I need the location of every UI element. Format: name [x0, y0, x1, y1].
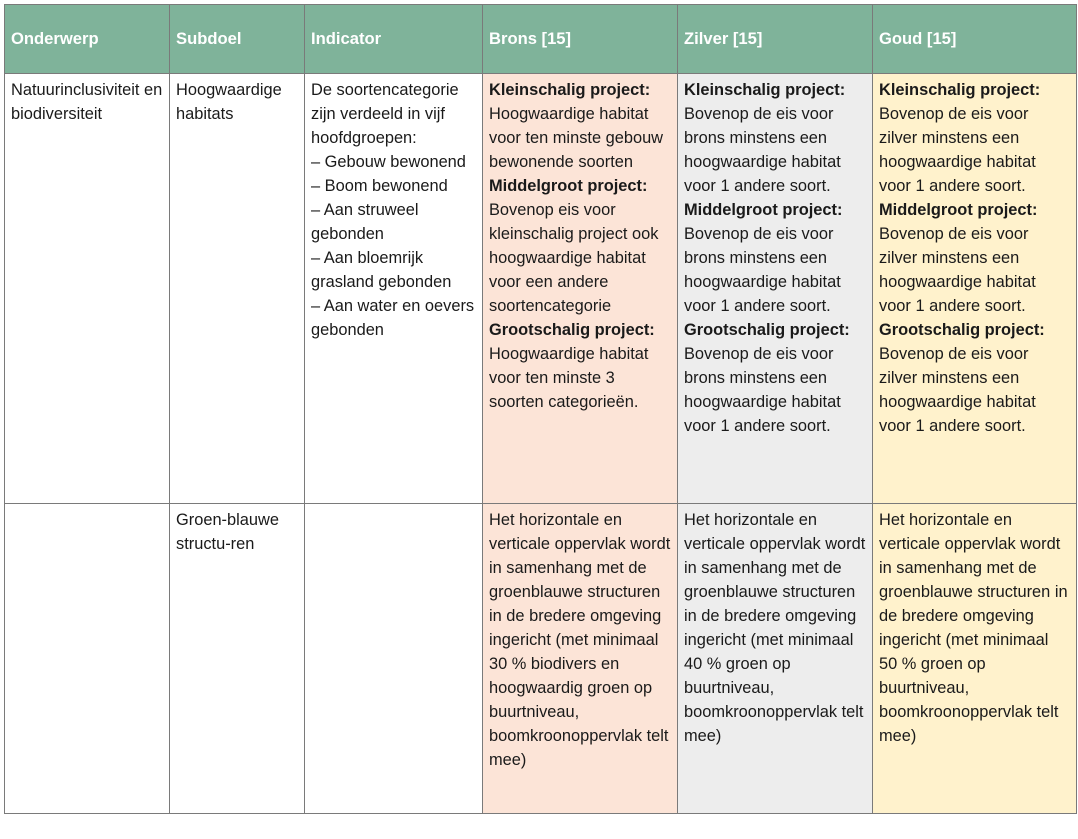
header-brons: Brons [15] [483, 5, 678, 74]
cell-zilver [678, 74, 873, 504]
cell-goud: Het horizontale en verticale oppervlak wordt in samenhang met de groenblauwe structuren in de bredere omgeving ingericht (met minimaal 50 % groen op buurtniveau, boomkroonoppervlak telt mee) [873, 504, 1077, 814]
large-project-label: Grootschalig project: [684, 321, 850, 339]
small-project-label: Kleinschalig project: [684, 81, 846, 99]
cell-subdoel: Hoogwaardige habitats [170, 74, 305, 504]
large-project-text: Bovenop de eis voor brons minstens een hoogwaardige habitat voor 1 andere soort. [684, 345, 841, 435]
medium-project-label: Middelgroot project: [684, 201, 843, 219]
cell-zilver: Het horizontale en verticale oppervlak wordt in samenhang met de groenblauwe structuren in de bredere omgeving ingericht (met minimaal 40 % groen op buurtniveau, boomkroonoppervlak telt mee) [678, 504, 873, 814]
large-project-text: Bovenop de eis voor zilver minstens een hoogwaardige habitat voor 1 andere soort. [879, 345, 1036, 435]
cell-goud [873, 74, 1077, 504]
cell-brons: Het horizontale en verticale oppervlak wordt in samenhang met de groenblauwe structuren in de bredere omgeving ingericht (met minimaal 30 % biodivers en hoogwaardig groen op buurtniveau, boomkroonoppervlak telt mee) [483, 504, 678, 814]
header-subdoel: Subdoel [170, 5, 305, 74]
cell-subdoel: Groen-blauwe structu-ren [170, 504, 305, 814]
criteria-table [4, 4, 1077, 814]
header-row [5, 5, 1077, 74]
indicator-item: – Gebouw bewonend [311, 153, 466, 171]
medium-project-text: Bovenop eis voor kleinschalig project ook hoogwaardige habitat voor een andere soortencategorie [489, 201, 659, 315]
medium-project-text: Bovenop de eis voor brons minstens een hoogwaardige habitat voor 1 andere soort. [684, 225, 841, 315]
large-project-label: Grootschalig project: [879, 321, 1045, 339]
medium-project-label: Middelgroot project: [879, 201, 1038, 219]
cell-indicator [305, 74, 483, 504]
table-row [5, 504, 1077, 814]
cell-indicator [305, 504, 483, 814]
indicator-item: – Aan bloemrijk grasland gebonden [311, 249, 452, 291]
cell-onderwerp: Natuurinclusiviteit en biodiversiteit [5, 74, 170, 504]
header-onderwerp: Onderwerp [5, 5, 170, 74]
table-row [5, 74, 1077, 504]
large-project-text: Hoogwaardige habitat voor ten minste 3 soorten categorieën. [489, 345, 649, 411]
header-zilver: Zilver [15] [678, 5, 873, 74]
indicator-intro: De soortencategorie zijn verdeeld in vijf hoofdgroepen: [311, 81, 459, 147]
large-project-label: Grootschalig project: [489, 321, 655, 339]
indicator-item: – Aan water en oevers gebonden [311, 297, 475, 339]
small-project-text: Hoogwaardige habitat voor ten minste gebouw bewonende soorten [489, 105, 664, 171]
cell-brons [483, 74, 678, 504]
small-project-label: Kleinschalig project: [879, 81, 1041, 99]
small-project-text: Bovenop de eis voor zilver minstens een hoogwaardige habitat voor 1 andere soort. [879, 105, 1036, 195]
medium-project-label: Middelgroot project: [489, 177, 648, 195]
indicator-item: – Boom bewonend [311, 177, 448, 195]
small-project-text: Bovenop de eis voor brons minstens een hoogwaardige habitat voor 1 andere soort. [684, 105, 841, 195]
indicator-item: – Aan struweel gebonden [311, 201, 419, 243]
small-project-label: Kleinschalig project: [489, 81, 651, 99]
medium-project-text: Bovenop de eis voor zilver minstens een hoogwaardige habitat voor 1 andere soort. [879, 225, 1036, 315]
header-goud: Goud [15] [873, 5, 1077, 74]
cell-onderwerp [5, 504, 170, 814]
header-indicator: Indicator [305, 5, 483, 74]
